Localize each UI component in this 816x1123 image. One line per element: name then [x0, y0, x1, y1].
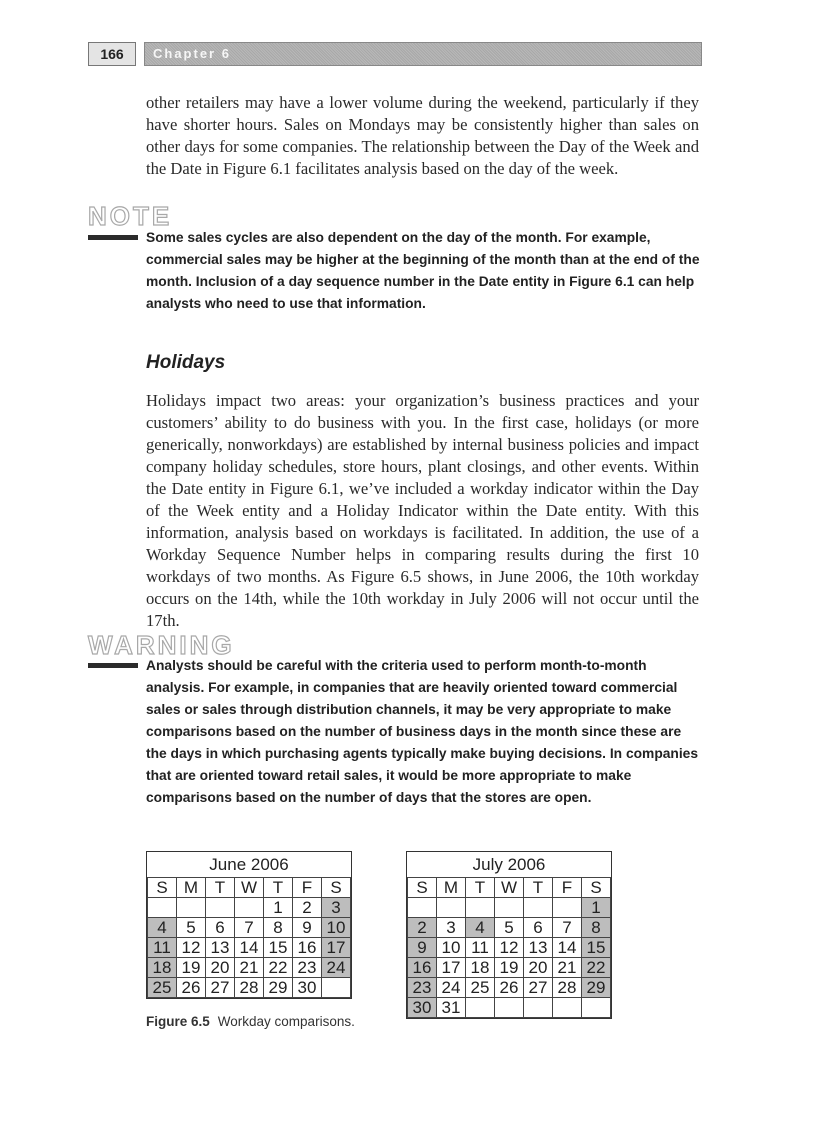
- calendar-day: 22: [582, 958, 611, 978]
- calendar-week: [148, 938, 351, 958]
- calendar-empty-cell: [553, 898, 582, 918]
- calendar-week: [148, 918, 351, 938]
- calendar-day: 13: [524, 938, 553, 958]
- calendar-grid: [147, 852, 351, 998]
- note-text: Some sales cycles are also dependent on the day of the month. For example, commercial sales may be higher at the beginning of the month than at the end of the month. Inclusion of a day sequence number in the Date entity in Figure 6.1 can help analysts who need to use that information.: [146, 230, 700, 311]
- calendar-day: 6: [206, 918, 235, 938]
- calendar-day: 7: [235, 918, 264, 938]
- calendar-day: 23: [293, 958, 322, 978]
- page-number: 166: [88, 42, 136, 66]
- calendar-week: [148, 978, 351, 998]
- calendar-day: 2: [408, 918, 437, 938]
- weekday-header: S: [582, 878, 611, 898]
- calendar-day: 21: [553, 958, 582, 978]
- calendar-day: 17: [437, 958, 466, 978]
- calendar-day: 14: [235, 938, 264, 958]
- calendar-day: 12: [177, 938, 206, 958]
- weekday-header: S: [408, 878, 437, 898]
- calendar-day: 8: [264, 918, 293, 938]
- calendar-empty-cell: [177, 898, 206, 918]
- calendar-day: 16: [293, 938, 322, 958]
- chapter-label: Chapter 6: [153, 46, 231, 61]
- calendar-day: 18: [466, 958, 495, 978]
- calendar-day: 1: [582, 898, 611, 918]
- calendar-day: 20: [524, 958, 553, 978]
- calendar-day: 15: [264, 938, 293, 958]
- calendar-empty-cell: [206, 898, 235, 918]
- calendar-day: 22: [264, 958, 293, 978]
- calendar-empty-cell: [553, 998, 582, 1018]
- calendar-day: 18: [148, 958, 177, 978]
- calendar-day: 19: [177, 958, 206, 978]
- calendar-empty-cell: [437, 898, 466, 918]
- weekday-header: W: [235, 878, 264, 898]
- calendar-day: 16: [408, 958, 437, 978]
- calendar-day: 21: [235, 958, 264, 978]
- calendar-july-2006: [406, 851, 612, 1019]
- calendar-day: 2: [293, 898, 322, 918]
- section-heading-holidays: Holidays: [146, 352, 226, 373]
- calendar-day: 15: [582, 938, 611, 958]
- calendar-day: 11: [148, 938, 177, 958]
- calendar-title: July 2006: [472, 855, 546, 874]
- calendar-day: 8: [582, 918, 611, 938]
- warning-text: Analysts should be careful with the criteria used to perform month-to-month analysis. For example, in companies that are heavily oriented toward commercial sales or sales through distribution channels, it may be very appropriate to make comparisons based on the number of business days in the month since these are the days in which purchasing agents typically make buying decisions. In companies that are oriented toward retail sales, it would be more appropriate to make comparisons based on the number of days that the stores are open.: [146, 658, 699, 805]
- calendar-day: 25: [466, 978, 495, 998]
- weekday-header: S: [322, 878, 351, 898]
- calendar-day: 23: [408, 978, 437, 998]
- weekday-header: F: [553, 878, 582, 898]
- calendar-day: 10: [437, 938, 466, 958]
- calendar-day: 11: [466, 938, 495, 958]
- calendar-empty-cell: [495, 998, 524, 1018]
- weekday-header: T: [524, 878, 553, 898]
- calendar-week: [408, 938, 611, 958]
- note-title: NOTE: [88, 201, 173, 231]
- calendar-week: [408, 898, 611, 918]
- calendar-day: 26: [495, 978, 524, 998]
- calendar-day: 24: [437, 978, 466, 998]
- calendar-day: 31: [437, 998, 466, 1018]
- calendar-day: 14: [553, 938, 582, 958]
- calendar-empty-cell: [524, 898, 553, 918]
- calendar-day: 24: [322, 958, 351, 978]
- calendar-week: [408, 958, 611, 978]
- calendar-empty-cell: [235, 898, 264, 918]
- holidays-paragraph: Holidays impact two areas: your organization’s business practices and your customers’ ability to do business with you. In the first case, holidays (or more generically, nonworkdays) are established by internal business policies and impact company holiday schedules, store hours, plant closings, and other events. Within the Date entity in Figure 6.1, we’ve included a workday indicator within the Day of the Week entity and a Holiday Indicator within the Date entity. With this information, analysis based on workdays is facilitated. In addition, the use of a Workday Sequence Number helps in comparing results during the first 10 workdays of two months. As Figure 6.5 shows, in June 2006, the 10th workday occurs on the 14th, while the 10th workday in July 2006 will not occur until the 17th.: [146, 391, 699, 630]
- calendar-day: 6: [524, 918, 553, 938]
- calendar-empty-cell: [466, 898, 495, 918]
- weekday-header: W: [495, 878, 524, 898]
- calendar-day: 30: [408, 998, 437, 1018]
- calendar-day: 28: [553, 978, 582, 998]
- calendar-day: 12: [495, 938, 524, 958]
- calendar-day: 3: [437, 918, 466, 938]
- calendar-empty-cell: [148, 898, 177, 918]
- calendar-empty-cell: [408, 898, 437, 918]
- weekday-header: F: [293, 878, 322, 898]
- calendar-day: 29: [582, 978, 611, 998]
- weekday-header: T: [264, 878, 293, 898]
- weekday-header: T: [466, 878, 495, 898]
- calendar-empty-cell: [524, 998, 553, 1018]
- chapter-bar: [144, 42, 702, 66]
- calendar-day: 10: [322, 918, 351, 938]
- weekday-header: M: [177, 878, 206, 898]
- weekday-header: S: [148, 878, 177, 898]
- calendar-title: June 2006: [209, 855, 289, 874]
- calendar-day: 13: [206, 938, 235, 958]
- weekday-header: M: [437, 878, 466, 898]
- weekday-header: T: [206, 878, 235, 898]
- calendar-day: 5: [495, 918, 524, 938]
- calendar-week: [148, 958, 351, 978]
- calendar-day: 5: [177, 918, 206, 938]
- calendar-week: [408, 998, 611, 1018]
- figure-caption-text: Workday comparisons.: [217, 1014, 355, 1029]
- note-rule: [88, 235, 138, 240]
- calendar-day: 25: [148, 978, 177, 998]
- figure-label: Figure 6.5: [146, 1014, 210, 1029]
- warning-title: WARNING: [88, 630, 235, 660]
- figure-caption: [146, 1014, 355, 1029]
- calendar-week: [148, 898, 351, 918]
- calendar-day: 19: [495, 958, 524, 978]
- calendar-day: 4: [148, 918, 177, 938]
- calendar-empty-cell: [466, 998, 495, 1018]
- calendar-day: 17: [322, 938, 351, 958]
- calendar-week: [408, 978, 611, 998]
- calendar-day: 4: [466, 918, 495, 938]
- calendar-empty-cell: [495, 898, 524, 918]
- calendar-week: [408, 918, 611, 938]
- calendar-day: 27: [206, 978, 235, 998]
- calendar-day: 20: [206, 958, 235, 978]
- calendar-empty-cell: [322, 978, 351, 998]
- calendar-day: 30: [293, 978, 322, 998]
- page-header: [88, 42, 700, 66]
- calendar-day: 3: [322, 898, 351, 918]
- calendar-day: 9: [408, 938, 437, 958]
- calendar-day: 28: [235, 978, 264, 998]
- calendar-day: 9: [293, 918, 322, 938]
- calendar-day: 7: [553, 918, 582, 938]
- calendar-june-2006: [146, 851, 352, 999]
- calendar-day: 27: [524, 978, 553, 998]
- warning-rule: [88, 663, 138, 668]
- calendar-day: 1: [264, 898, 293, 918]
- calendar-day: 29: [264, 978, 293, 998]
- calendar-empty-cell: [582, 998, 611, 1018]
- calendar-grid: [407, 852, 611, 1018]
- intro-paragraph: other retailers may have a lower volume during the weekend, particularly if they have shorter hours. Sales on Mondays may be consistently higher than sales on other days for some companies. The relationship between the Day of the Week and the Date in Figure 6.1 facilitates analysis based on the day of the week.: [146, 93, 699, 178]
- calendar-day: 26: [177, 978, 206, 998]
